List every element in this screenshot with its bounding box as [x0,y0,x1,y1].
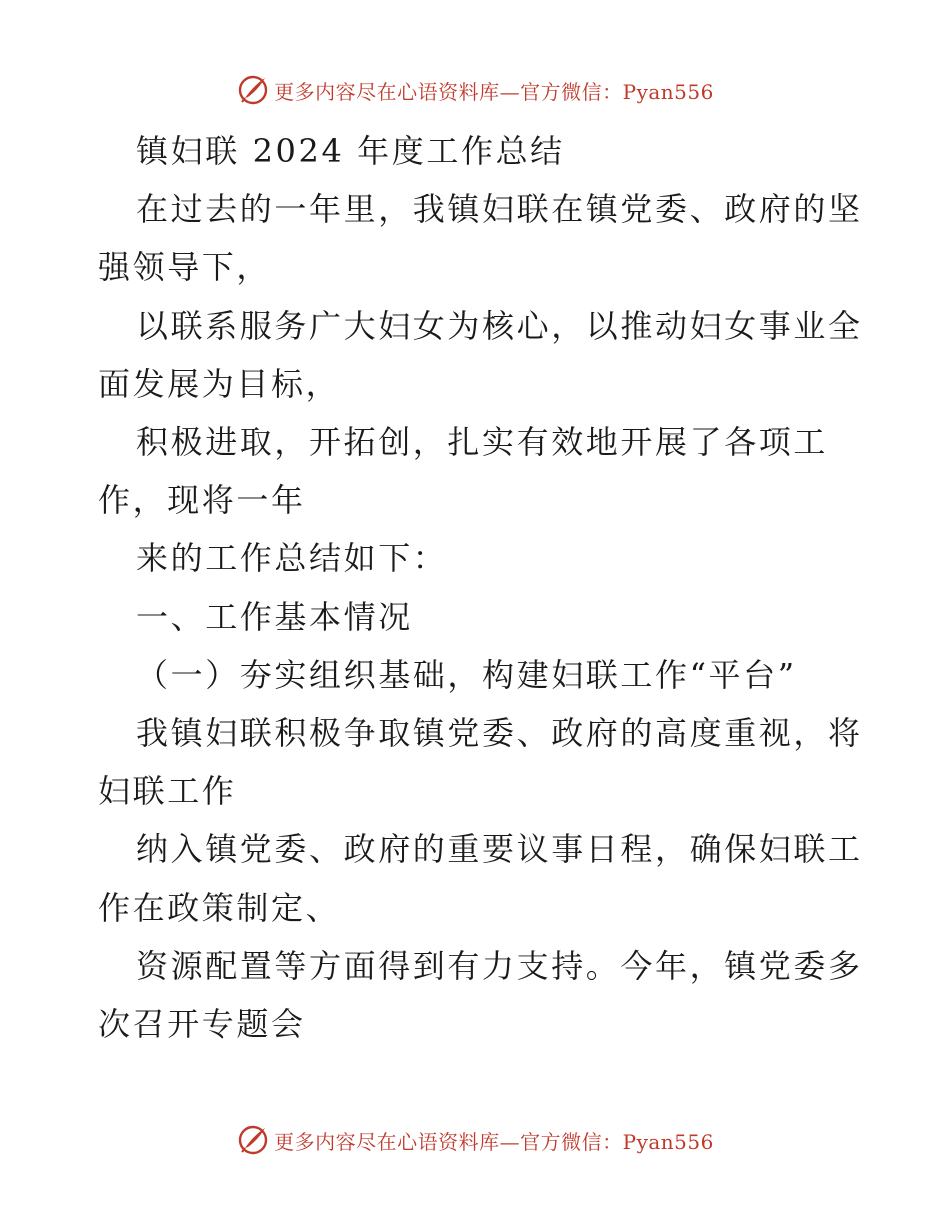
banner-promo-text: 更多内容尽在心语资料库—官方微信： [274,79,623,104]
doc-line: 次召开专题会 [98,1005,306,1044]
banner-wechat-id: Pyan556 [622,1129,714,1154]
quill-logo-icon [236,73,270,107]
doc-line: 妇联工作 [98,772,237,811]
doc-line: 面发展为目标， [98,364,341,403]
banner-text [274,76,714,105]
subsection-heading: （一）夯实组织基础，构建妇联工作“平台” [136,655,797,694]
banner-promo-text: 更多内容尽在心语资料库—官方微信： [274,1129,623,1154]
doc-line: 作在政策制定、 [98,888,341,927]
doc-line: 纳入镇党委、政府的重要议事日程，确保妇联工 [136,830,863,869]
document-body [98,122,863,1053]
doc-line: 我镇妇联积极争取镇党委、政府的高度重视，将 [136,714,863,753]
doc-line: 在过去的一年里，我镇妇联在镇党委、政府的坚 [136,190,863,229]
header-banner [0,70,950,110]
doc-title: 镇妇联 2024 年度工作总结 [136,132,565,170]
doc-line: 强领导下， [98,248,272,287]
doc-line: 作，现将一年 [98,481,306,520]
section-heading: 一、工作基本情况 [136,597,413,636]
doc-line: 来的工作总结如下： [136,539,448,578]
doc-line: 资源配置等方面得到有力支持。今年，镇党委多 [136,946,863,985]
banner-wechat-id: Pyan556 [622,79,714,104]
quill-logo-icon [236,1123,270,1157]
doc-line: 以联系服务广大妇女为核心，以推动妇女事业全 [136,306,863,345]
banner-text [274,1126,714,1155]
doc-line: 积极进取，开拓创，扎实有效地开展了各项工 [136,423,829,462]
footer-banner [0,1120,950,1160]
